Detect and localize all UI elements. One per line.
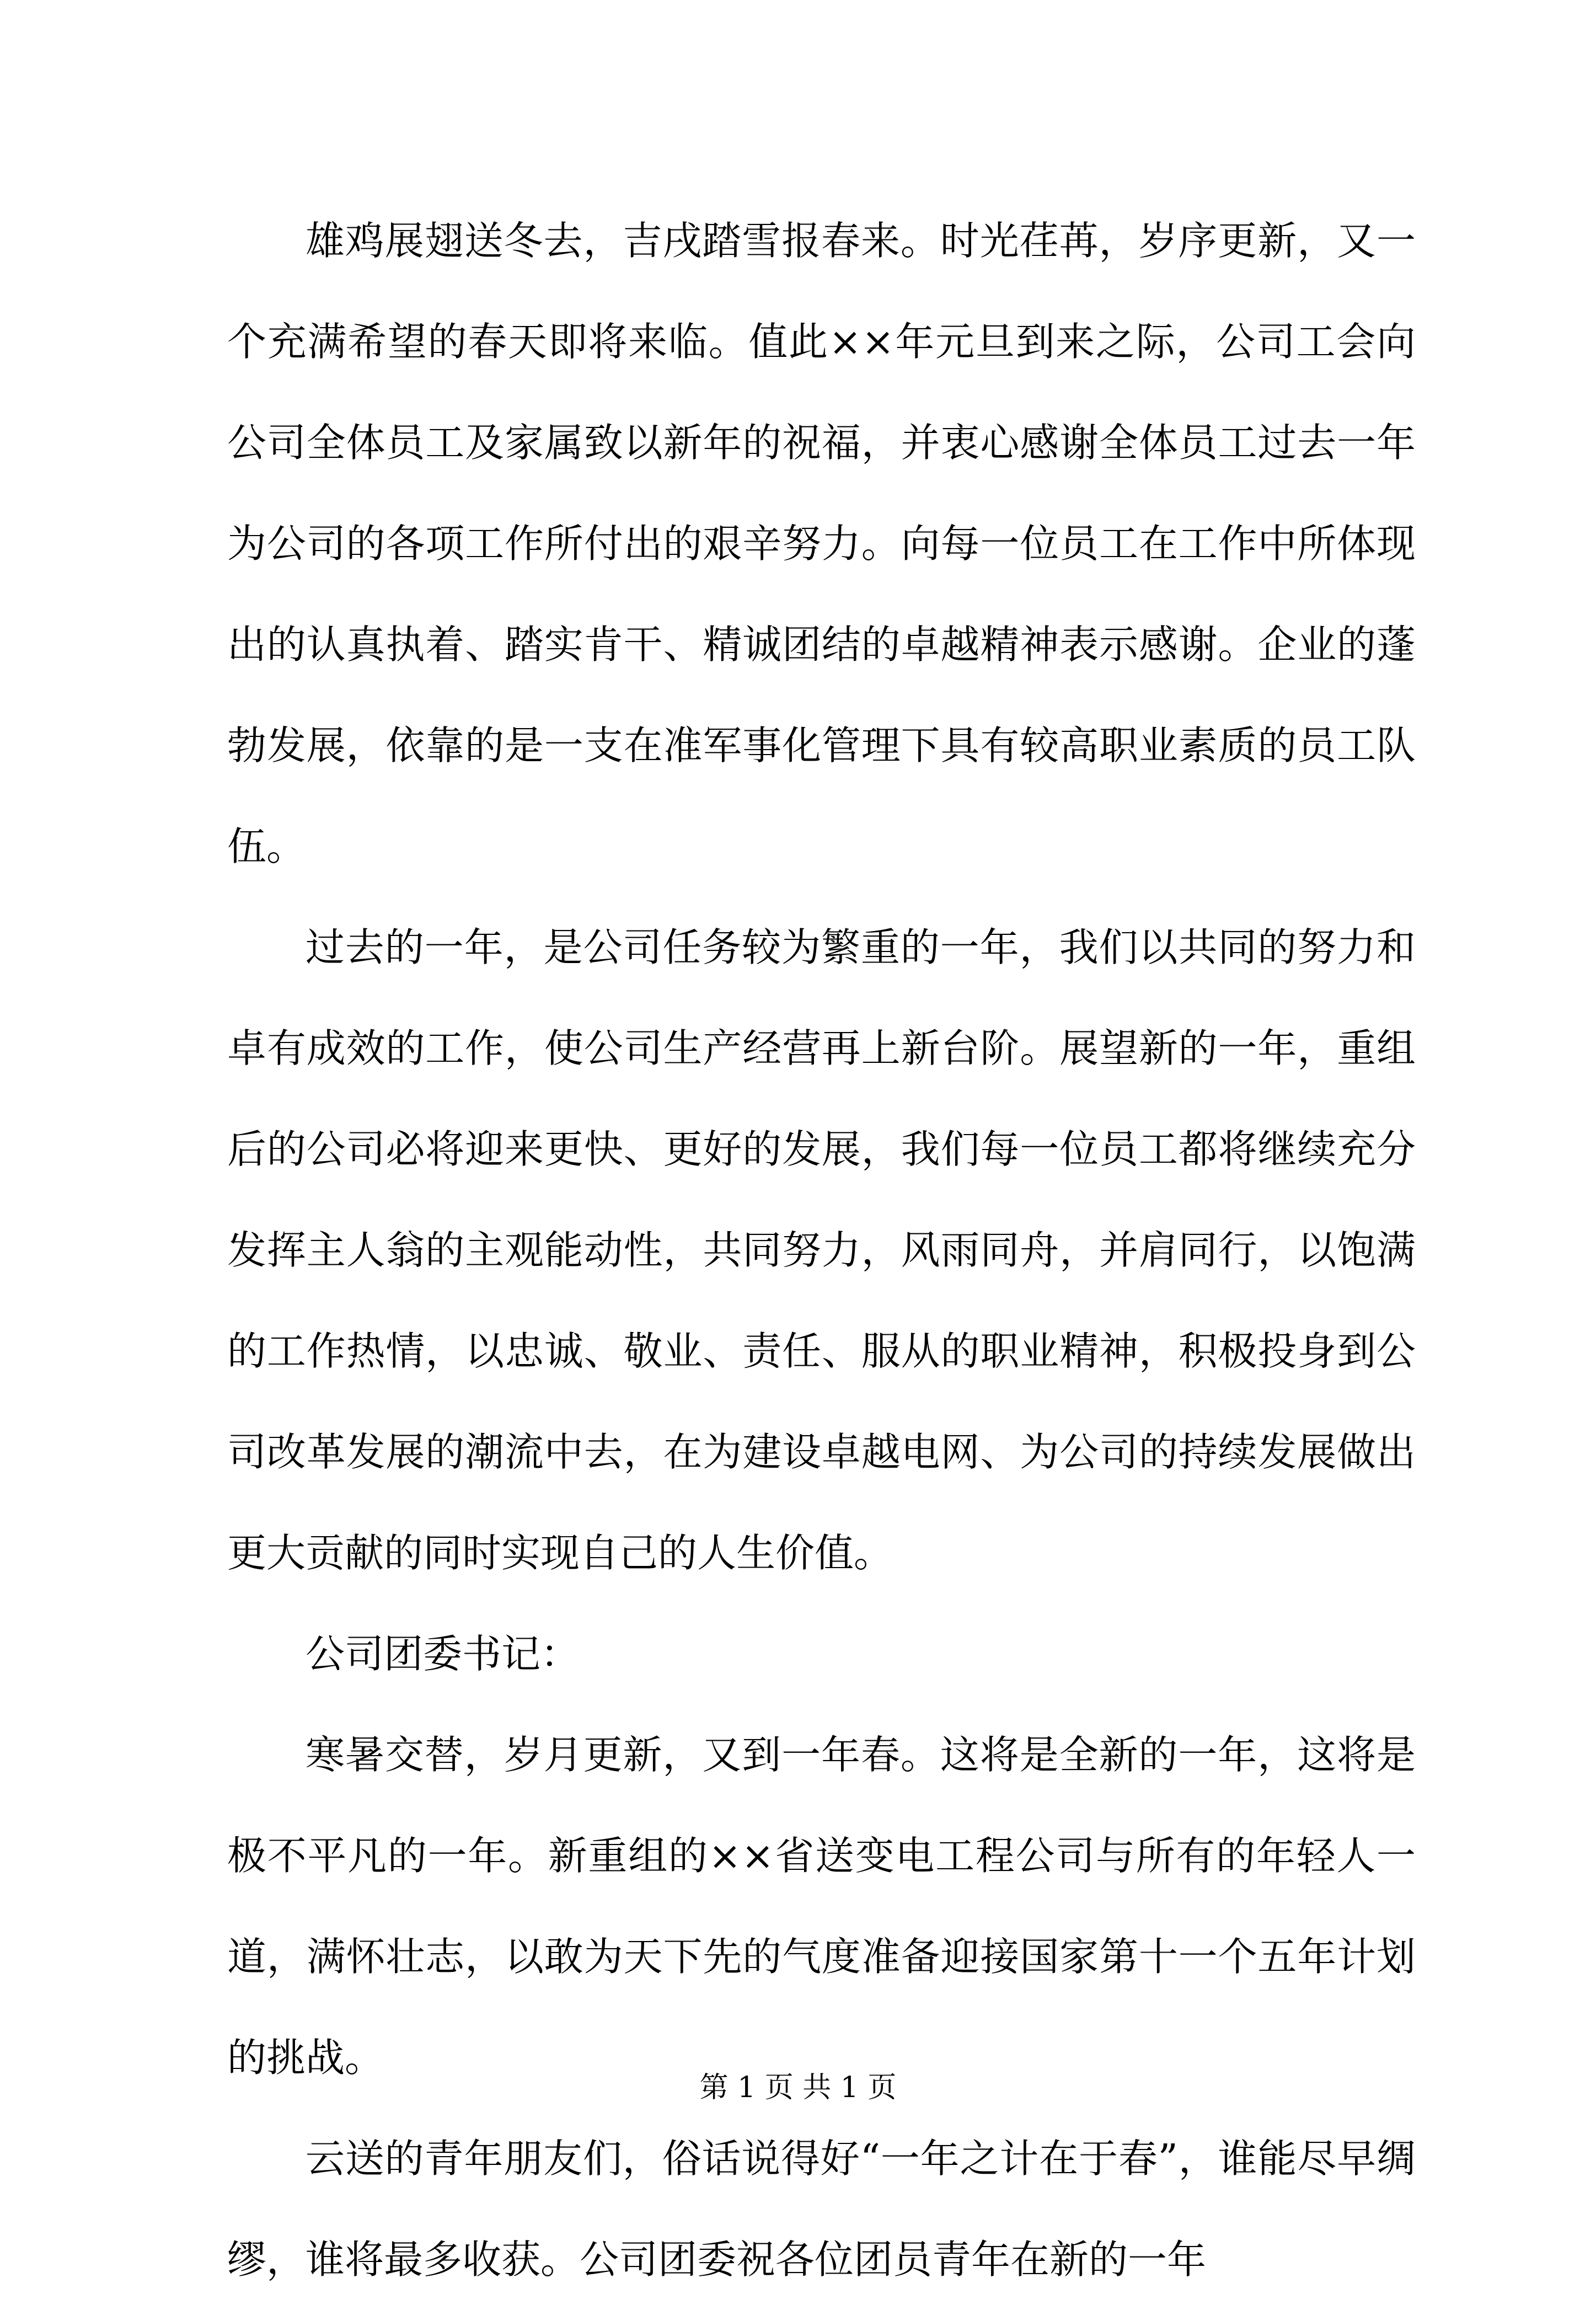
paragraph-union-greeting: 雄鸡展翅送冬去，吉戌踏雪报春来。时光荏苒，岁序更新，又一个充满希望的春天即将来临。值此××年元旦到来之际，公司工会向公司全体员工及家属致以新年的祝福，并衷心感谢全体员工过去一年为公司的各项工作所付出的艰辛努力。向每一位员工在工作中所体现出的认真执着、踏实肯干、精诚团结的卓越精神表示感谢。企业的蓬勃发展，依靠的是一支在准军事化管理下具有较高职业素质的员工队伍。 [227, 218, 1416, 869]
page-footer: 第 1 页 共 1 页 [699, 2071, 897, 2104]
paragraph-past-year: 过去的一年，是公司任务较为繁重的一年，我们以共同的努力和卓有成效的工作，使公司生产经营再上新台阶。展望新的一年，重组后的公司必将迎来更快、更好的发展，我们每一位员工都将继续充分发挥主人翁的主观能动性，共同努力，风雨同舟，并肩同行，以饱满的工作热情，以忠诚、敬业、责任、服从的职业精神，积极投身到公司改革发展的潮流中去，在为建设卓越电网、为公司的持续发展做出更大贡献的同时实现自己的人生价值。 [227, 924, 1416, 1576]
paragraph-new-year: 寒暑交替，岁月更新，又到一年春。这将是全新的一年，这将是极不平凡的一年。新重组的××省送变电工程公司与所有的年轻人一道，满怀壮志，以敢为天下先的气度准备迎接国家第十一个五年计划的挑战。 [227, 1732, 1416, 2081]
document-body [227, 190, 1416, 2310]
paragraph-youth-friends: 云送的青年朋友们，俗话说得好“一年之计在于春”，谁能尽早绸缪，谁将最多收获。公司团委祝各位团员青年在新的一年 [227, 2136, 1416, 2282]
paragraph-speaker-heading: 公司团委书记： [306, 1631, 580, 1677]
